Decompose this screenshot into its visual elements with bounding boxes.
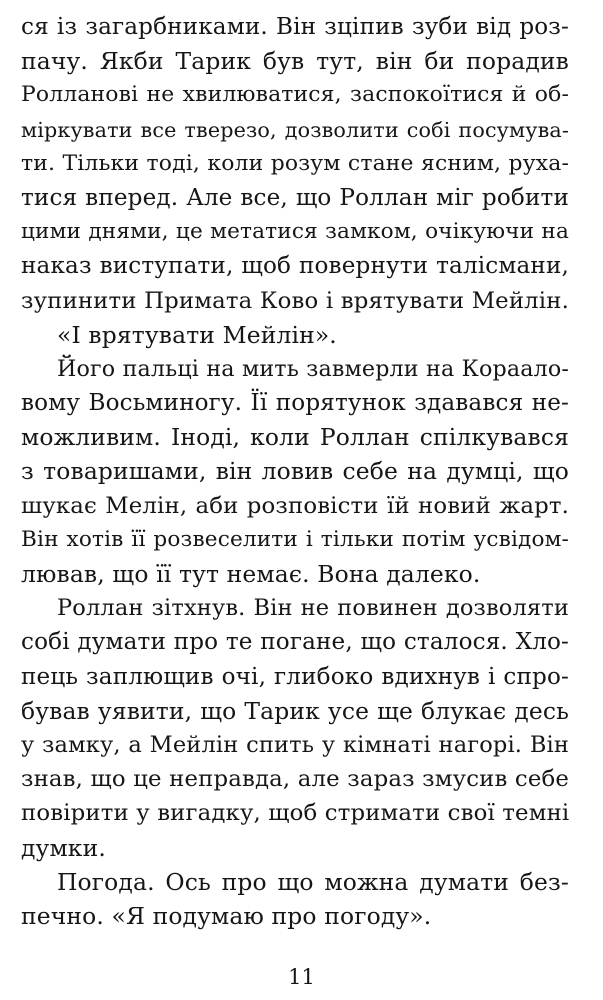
text-line: бував уявити, що Тарик усе ще блукає десь	[21, 696, 569, 725]
text-line: цими днями, це метатися замком, очікуючи на	[21, 219, 569, 245]
text-line: ся із загарбниками. Він зціпив зуби від роз-	[21, 14, 569, 40]
text-line: тися вперед. Але все, що Роллан міг робити	[21, 184, 569, 211]
paragraph	[21, 865, 569, 933]
text-line: Погода. Ось про що можна думати без-	[57, 867, 569, 896]
text-line: пачу. Якби Тарик був тут, він би порадив	[21, 47, 569, 76]
text-line: думки.	[21, 833, 106, 862]
paragraph	[21, 352, 569, 591]
page-number: 11	[288, 965, 315, 989]
text-line: вому Восьминогу. Її порятунок здавався не-	[21, 390, 569, 417]
text-line: Він хотів її розвеселити і тільки потім усвідом-	[21, 526, 569, 552]
text-line: лював, що її тут немає. Вона далеко.	[21, 560, 481, 588]
text-line: Роллан зітхнув. Він не повинен дозволяти	[57, 595, 569, 622]
text-line: пець заплющив очі, глибоко вдихнув і спро-	[21, 663, 569, 690]
text-line: у замку, а Мейлін спить у кімнаті нагорі. Він	[21, 731, 569, 758]
text-line: шукає Мелін, аби розповісти їй новий жарт.	[21, 492, 569, 519]
text-line: можливим. Іноді, коли Роллан спілкувався	[21, 423, 569, 452]
text-line: зупинити Примата Ково і врятувати Мейлін.	[21, 287, 569, 314]
paragraph	[21, 318, 569, 352]
paragraph	[21, 591, 569, 865]
paragraph	[21, 10, 569, 318]
text-line: печно. «Я подумаю про погоду».	[21, 901, 432, 930]
book-page-text	[21, 10, 569, 933]
text-line: з товаришами, він ловив себе на думці, що	[21, 457, 569, 486]
text-line: ти. Тільки тоді, коли розум стане ясним, руха-	[21, 150, 569, 176]
text-line: Ролланові не хвилюватися, заспокоїтися й об-	[21, 82, 569, 108]
text-line: повірити у вигадку, щоб стримати свої темні	[21, 800, 570, 827]
text-line: «І врятувати Мейлін».	[57, 320, 337, 349]
text-line: міркувати все тверезо, дозволити собі посумува-	[21, 117, 569, 142]
text-line: наказ виступати, щоб повернути талісмани,	[21, 253, 569, 280]
text-line: Його пальці на мить завмерли на Кораало-	[57, 355, 569, 382]
text-line: собі думати про те погане, що сталося. Хло-	[21, 629, 569, 656]
text-line: знав, що це неправда, але зараз змусив себе	[21, 766, 569, 793]
